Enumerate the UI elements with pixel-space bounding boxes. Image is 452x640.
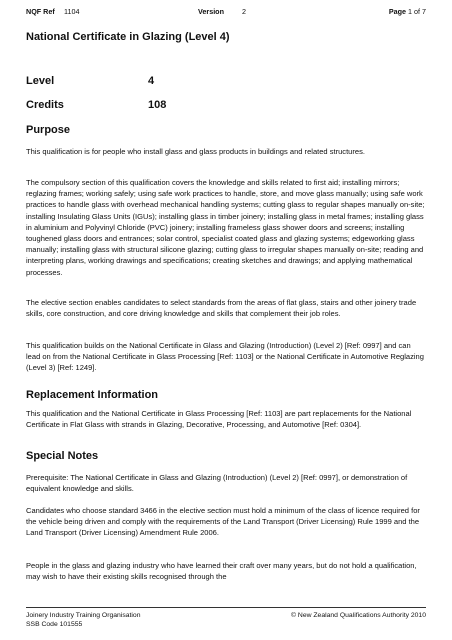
page-label: Page [388, 7, 407, 16]
credits-label: Credits [26, 99, 64, 111]
credits-value: 108 [148, 99, 167, 111]
purpose-heading: Purpose [26, 124, 71, 136]
footer-copyright: © New Zealand Qualifications Authority 2010 [291, 612, 426, 619]
special-notes-paragraph: People in the glass and glazing industry who have learned their craft over many years, but do not hold a qualification, may wish to have their existing skills recognised through the [26, 561, 417, 582]
purpose-paragraph: This qualification builds on the National Certificate in Glass and Glazing (Introduction) (Level 2) [Ref: 0997] and can lead on from the National Certificate in Glass Processing [Ref: 1103] or the National Certificate in Automotive Reglazing (Level 3) [Ref: 1249]. [26, 341, 424, 373]
special-notes-paragraph: Candidates who choose standard 3466 in the elective section must hold a minimum of the class of licence required for the vehicle being driven and comply with the requirements of the Land Transport (Driver Licensing) Rule 1999 and the Land Transport (Driver Licensing) Amendment Rule 2006. [26, 506, 420, 538]
special-notes-paragraph: Prerequisite: The National Certificate in Glass and Glazing (Introduction) (Level 2) [Ref: 0997], or demonstration of equivalent knowledge and skills. [26, 473, 408, 494]
level-label: Level [26, 75, 55, 87]
footer-left [26, 611, 140, 629]
version-label: Version [198, 7, 224, 16]
page-header [26, 6, 426, 18]
purpose-paragraph: The elective section enables candidates to select standards from the areas of flat glass, stairs and other joinery trade skills, core construction, and core driving knowledge and skills that complement their job roles. [26, 298, 417, 319]
page-footer [26, 607, 426, 634]
footer-ssb-code: SSB Code 101555 [26, 621, 83, 628]
nqf-ref-label: NQF Ref [26, 7, 55, 16]
purpose-paragraph: This qualification is for people who install glass and glass products in buildings and related structures. [26, 147, 365, 156]
footer-org: Joinery Industry Training Organisation [26, 612, 141, 619]
replacement-paragraph: This qualification and the National Certificate in Glass Processing [Ref: 1103] are part replacements for the National Certificate in Flat Glass with strands in Glazing, Decorative, Processing, and Automotive [Ref: 0304]. [26, 409, 412, 430]
purpose-paragraph: The compulsory section of this qualification covers the knowledge and skills related to first aid; installing mirrors; reglazing frames; working safely; using safe work practices to handle, store, and move glass manually; using safe work practices to handle glass with overhead mechanical handling systems; cutting glass to regular shapes manually on-site; installing Insulating Glass Units (IGUs); installing glass in timber joinery; installing glass in metal frames; installing glass in aluminium and Polyvinyl Chloride (PVC) joinery; installing frameless glass shower doors and screens; installing toughened glass doors and entrances; solar control, specialist coated glass and glazing systems; edgeworking glass manually; installing glass with structural silicone glazing; cutting glass to irregular shapes manually on-site; reading and interpreting plans, working drawings and specifications; creating sketches and drawings; and applying mathematical processes. [26, 178, 425, 277]
special-notes-heading: Special Notes [26, 450, 99, 462]
page-value: 1 of 7 [408, 7, 426, 16]
version-value: 2 [242, 7, 246, 16]
level-value: 4 [148, 75, 155, 87]
page-title: National Certificate in Glazing (Level 4) [26, 31, 230, 43]
page-indicator [389, 6, 426, 18]
replacement-heading: Replacement Information [26, 389, 159, 401]
nqf-ref-value: 1104 [64, 7, 80, 16]
